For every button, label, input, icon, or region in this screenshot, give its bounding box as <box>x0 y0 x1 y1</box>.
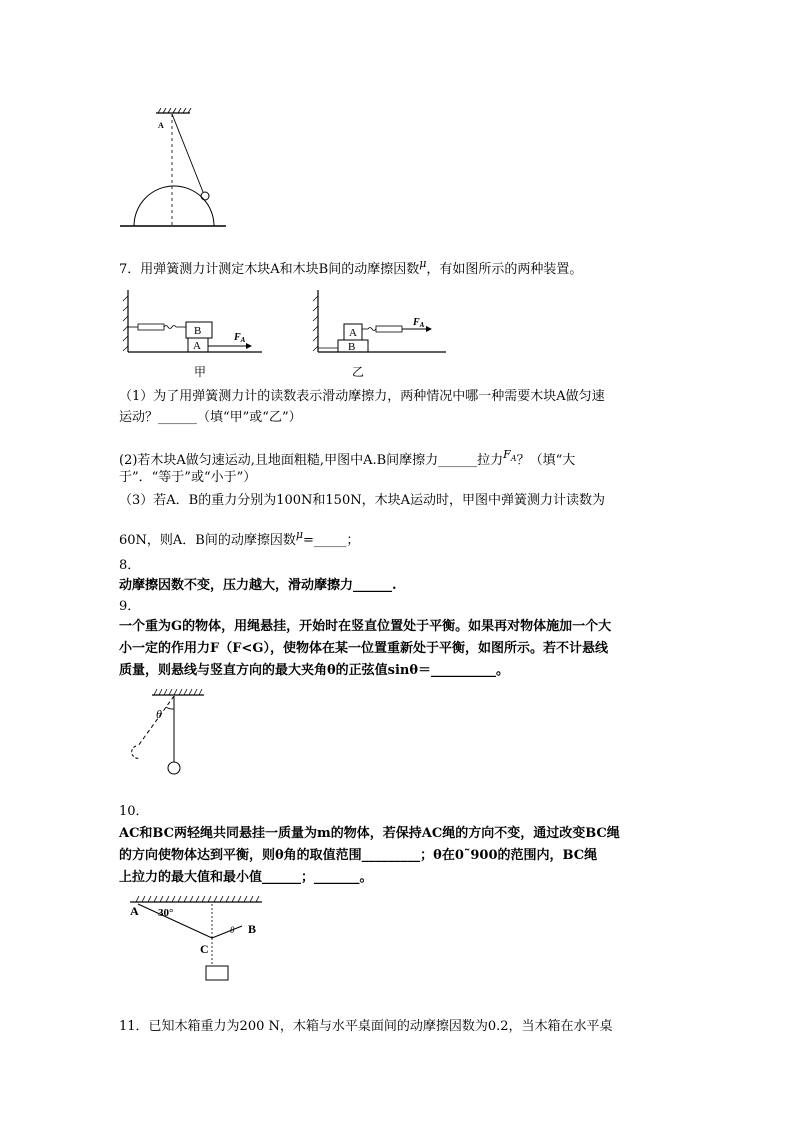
caption-yi: 乙 <box>352 365 365 379</box>
force-fa-label-yi: $F_A$ <box>413 317 425 329</box>
q9-line1: 一个重为G的物体，用绳悬挂，开始时在竖直位置处于平衡。如果再对物体施加一个大 <box>119 619 612 634</box>
block-b-label-yi: B <box>348 341 356 353</box>
block-a-label: A <box>193 340 201 352</box>
q9-line3: 质量，则悬线与竖直方向的最大夹角θ的正弦值sinθ＝__________。 <box>119 663 510 678</box>
q9-line2: 小一定的作用力F（F<G），使物体在某一位置重新处于平衡，如图所示。若不计悬线 <box>119 641 608 656</box>
q10-line2: 的方向使物体达到平衡，则θ角的取值范围_________；θ在0˜900的范围内，BC绳 <box>119 848 598 863</box>
setup-yi <box>313 290 446 379</box>
q9-number: 9． <box>119 599 141 614</box>
point-a-label-10: A <box>130 904 139 918</box>
q7-part1-line1: （1）为了用弹簧测力计的读数表示滑动摩擦力，两种情况中哪一种需要木块A做匀速 <box>119 389 605 404</box>
theta-label: θ <box>156 707 162 721</box>
setup-jia <box>123 290 262 379</box>
q7-part2-line1: (2)若木块A做匀速运动,且地面粗糙,甲图中A.B间摩擦力______拉力$^{F_A}$？（填“大 <box>119 448 576 468</box>
point-b-label: B <box>248 922 257 936</box>
pendulum-semicircle-figure <box>118 108 228 230</box>
q7-part2-line2: 于”．“等于”或“小于”） <box>119 470 257 485</box>
force-fa-label: $F_A$ <box>234 332 246 344</box>
q11-line1: 11．已知木箱重力为200 N，木箱与水平桌面间的动摩擦因数为0.2，当木箱在水平桌 <box>119 1019 613 1034</box>
hanging-weight-figure <box>118 688 208 780</box>
block-a-label-yi: A <box>349 327 357 339</box>
q10-line1: AC和BC两轻绳共同悬挂一质量为m的物体，若保持AC绳的方向不变，通过改变BC绳 <box>119 826 620 841</box>
q10-line3: 上拉力的最大值和最小值______；_______。 <box>119 870 373 885</box>
spring-scale-figure <box>120 288 450 380</box>
point-c-label: C <box>200 942 209 956</box>
angle-30-label: 30° <box>158 907 174 919</box>
q10-number: 10． <box>119 804 149 819</box>
q8-text: 动摩擦因数不变，压力越大，滑动摩擦力______. <box>119 578 397 593</box>
point-a-label: A <box>158 121 164 130</box>
q7-part3-line1: （3）若A．B的重力分别为100N和150N，木块A运动时，甲图中弹簧测力计读数为 <box>119 493 605 508</box>
caption-jia: 甲 <box>194 365 207 379</box>
q7-part1-line2: 运动？______（填“甲”或“乙”） <box>119 410 302 425</box>
q7-stem: 7．用弹簧测力计测定木块A和木块B间的动摩擦因数$^\mu$，有如图所示的两种装置。 <box>119 257 583 277</box>
two-rope-figure <box>126 896 266 986</box>
q7-part3-line2: 60N，则A．B间的动摩擦因数$^\mu$=_____； <box>119 528 360 548</box>
q8-number: 8． <box>119 558 141 573</box>
theta-label-10: θ <box>230 925 235 935</box>
block-b-label: B <box>194 325 202 337</box>
